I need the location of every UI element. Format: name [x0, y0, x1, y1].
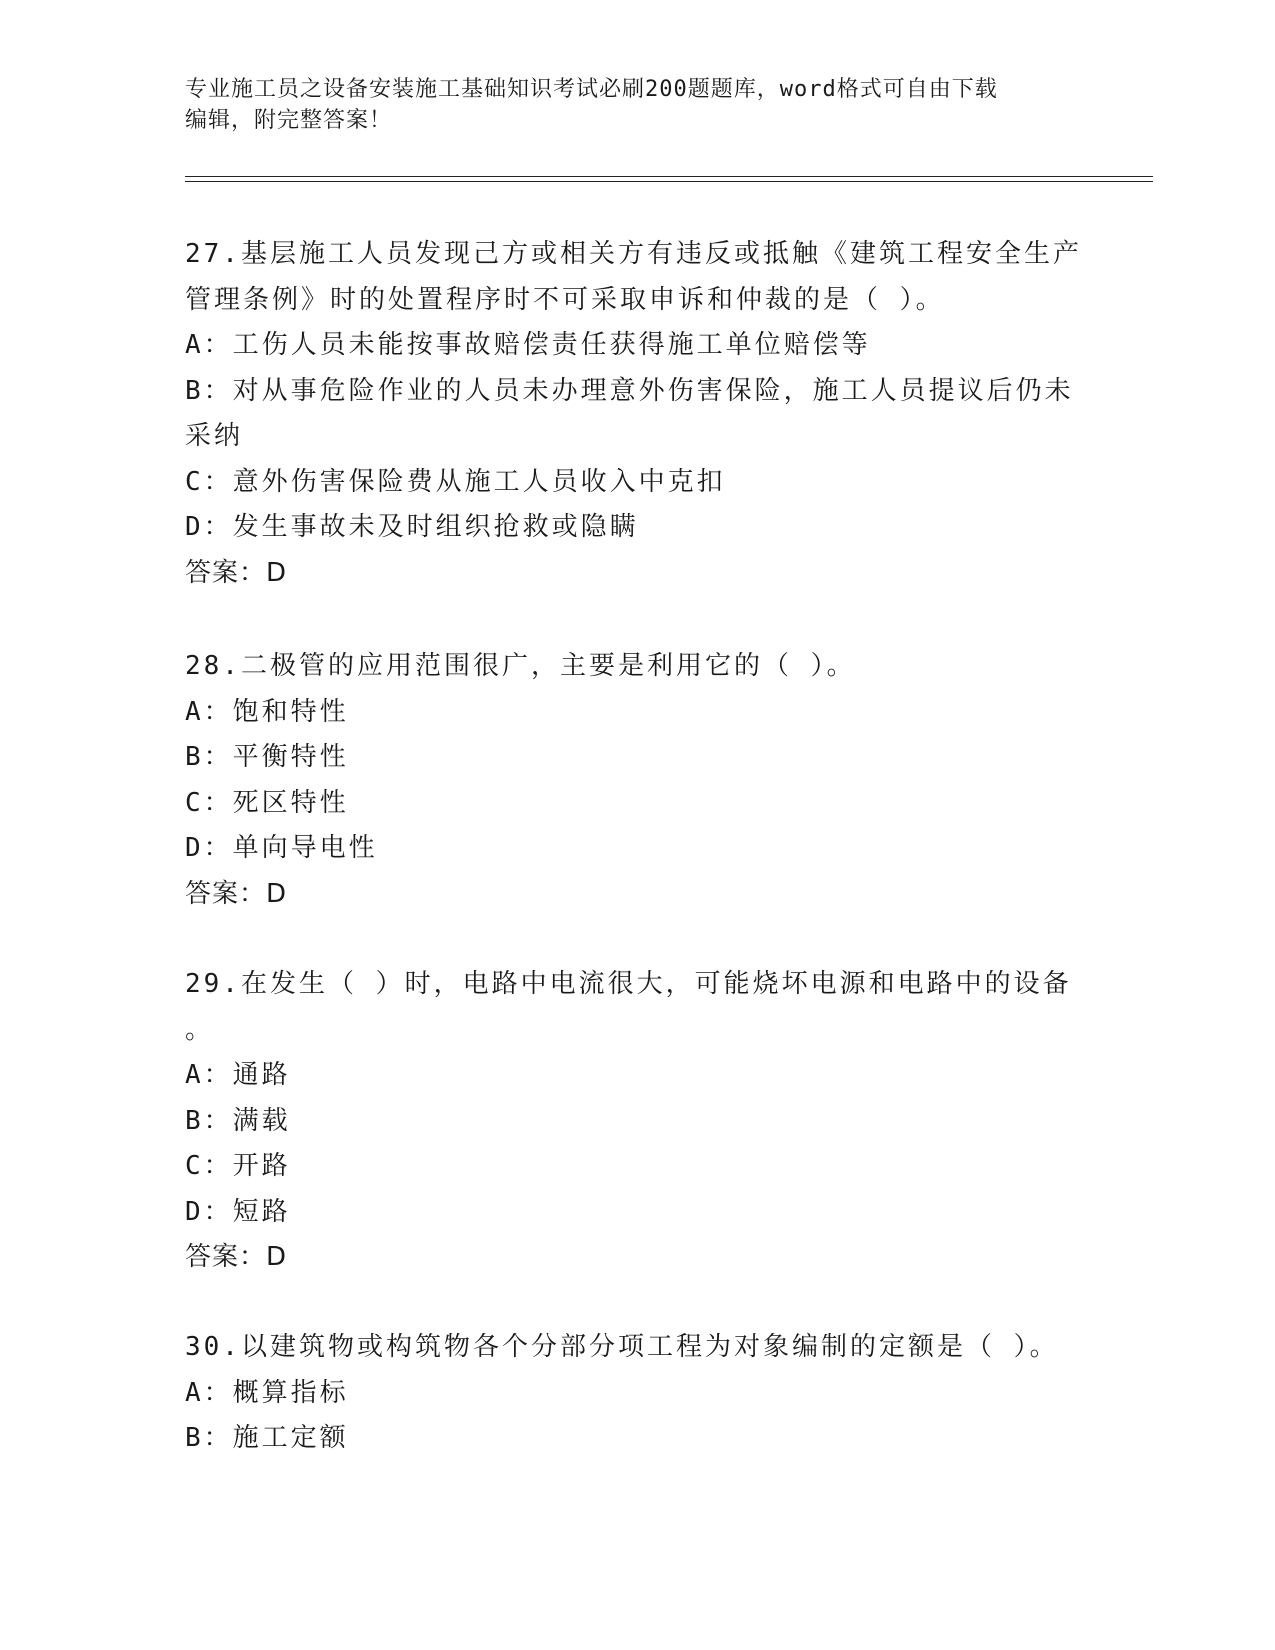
- option-a: A：饱和特性: [185, 696, 349, 727]
- question-stem-continued: 。: [185, 1014, 215, 1045]
- option-c: C：开路: [185, 1151, 291, 1181]
- question-stem: 27.基层施工人员发现己方或相关方有违反或抵触《建筑工程安全生产: [185, 239, 1082, 269]
- header-line-1: 专业施工员之设备安装施工基础知识考试必刷200题题库，word格式可自由下载: [185, 77, 998, 102]
- question-stem: 30.以建筑物或构筑物各个分部分项工程为对象编制的定额是（ ）。: [185, 1332, 1059, 1362]
- question-27: [185, 232, 1085, 596]
- option-a: A：概算指标: [185, 1377, 349, 1408]
- question-stem: 29.在发生（ ）时，电路中电流很大，可能烧坏电源和电路中的设备: [185, 969, 1072, 999]
- option-d: D：短路: [185, 1196, 291, 1227]
- option-d: D：单向导电性: [185, 833, 378, 863]
- option-b: B：平衡特性: [185, 742, 349, 772]
- document-header: [185, 74, 1085, 136]
- option-c: C：意外伤害保险费从施工人员收入中克扣: [185, 466, 726, 497]
- answer-label: 答案：D: [185, 878, 288, 909]
- header-line-2: 编辑，附完整答案！: [185, 108, 393, 133]
- question-30: [185, 1325, 1085, 1462]
- question-29: [185, 962, 1085, 1281]
- option-b: B：对从事危险作业的人员未办理意外伤害保险，施工人员提议后仍未: [185, 375, 1074, 406]
- answer-label: 答案：D: [185, 1242, 288, 1272]
- option-b: B：施工定额: [185, 1423, 349, 1453]
- answer-label: 答案：D: [185, 557, 288, 588]
- option-b: B：满载: [185, 1105, 291, 1136]
- option-a: A：通路: [185, 1060, 291, 1090]
- option-b-continued: 采纳: [185, 421, 244, 451]
- header-divider-bottom: [185, 181, 1153, 182]
- option-c: C：死区特性: [185, 787, 349, 818]
- question-stem: 28.二极管的应用范围很广，主要是利用它的（ ）。: [185, 651, 856, 681]
- question-stem-continued: 管理条例》时的处置程序时不可采取申诉和仲裁的是（ ）。: [185, 284, 945, 315]
- header-divider-top: [185, 176, 1153, 177]
- question-28: [185, 644, 1085, 917]
- option-d: D：发生事故未及时组织抢救或隐瞒: [185, 512, 639, 542]
- option-a: A：工伤人员未能按事故赔偿责任获得施工单位赔偿等: [185, 330, 871, 360]
